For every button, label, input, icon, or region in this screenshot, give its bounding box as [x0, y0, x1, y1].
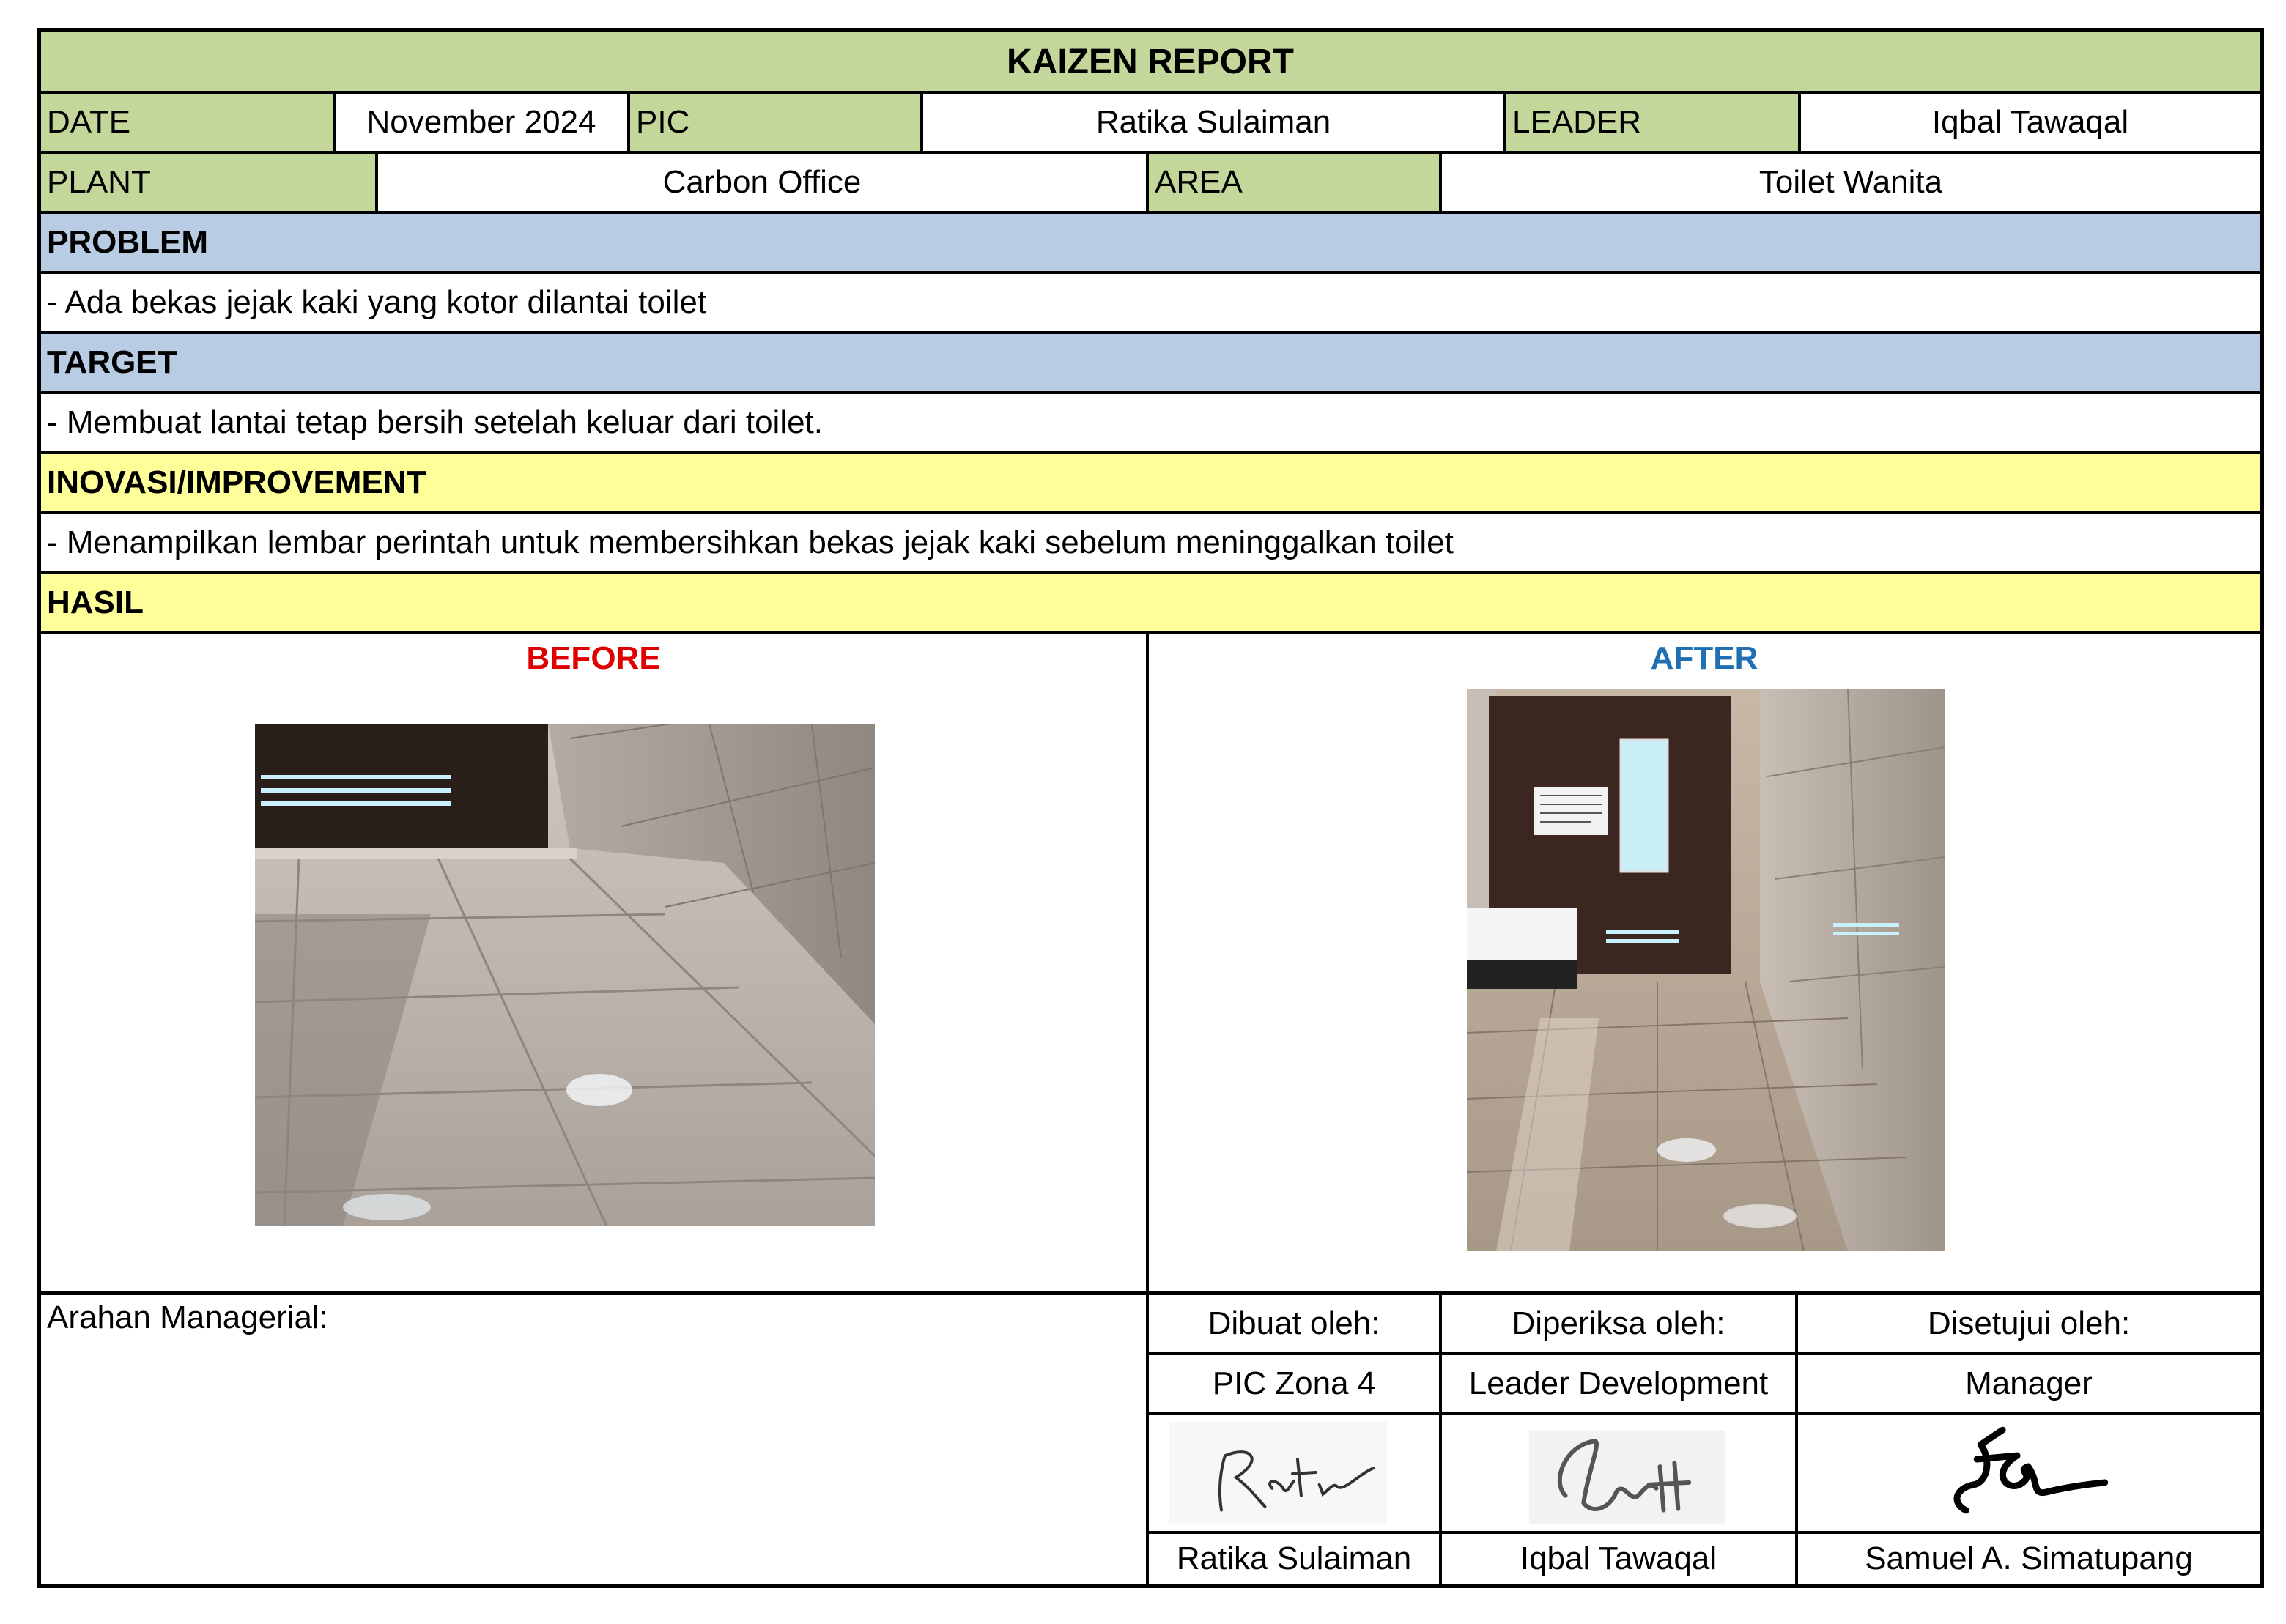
pic-label: PIC — [630, 94, 923, 151]
result-label: HASIL — [47, 585, 144, 620]
target-header — [41, 334, 2260, 394]
name-samuel: Samuel A. Simatupang — [1865, 1540, 2193, 1576]
plant-value: Carbon Office — [378, 154, 1149, 211]
role-made-by: Dibuat oleh: — [1149, 1295, 1442, 1352]
title-row — [41, 32, 2260, 94]
managerial-panel — [41, 1295, 1149, 1584]
result-header — [41, 574, 2260, 634]
managerial-label: Arahan Managerial: — [47, 1299, 329, 1335]
approval-name-row — [1149, 1534, 2260, 1584]
signature-samuel — [1798, 1415, 2260, 1531]
problem-header — [41, 214, 2260, 274]
role-checked-by: Diperiksa oleh: — [1442, 1295, 1798, 1352]
after-photo — [1467, 689, 1945, 1251]
problem-text: - Ada bekas jejak kaki yang kotor dilantai toilet — [47, 284, 707, 320]
leader-value: Iqbal Tawaqal — [1931, 104, 2129, 140]
area-value: Toilet Wanita — [1758, 164, 1943, 200]
after-panel — [1149, 634, 2260, 1291]
target-row — [41, 394, 2260, 454]
approval-role-row — [1149, 1295, 2260, 1355]
target-text: - Membuat lantai tetap bersih setelah keluar dari toilet. — [47, 404, 824, 440]
date-label: DATE — [41, 94, 336, 151]
kaizen-report-sheet — [37, 28, 2264, 1588]
innovation-header — [41, 454, 2260, 514]
target-label: TARGET — [47, 344, 177, 380]
pic-value: Ratika Sulaiman — [923, 94, 1506, 151]
date-value: November 2024 — [336, 94, 630, 151]
approval-grid — [1149, 1295, 2260, 1584]
approval-signature-row — [1149, 1415, 2260, 1534]
plant-label: PLANT — [41, 154, 378, 211]
problem-label: PROBLEM — [47, 224, 208, 260]
before-panel — [41, 634, 1149, 1291]
before-label: BEFORE — [526, 640, 661, 676]
result-images-row — [41, 634, 2260, 1295]
signature-iqbal — [1442, 1415, 1798, 1531]
name-ratika: Ratika Sulaiman — [1149, 1534, 1442, 1584]
signature-ratika — [1149, 1415, 1442, 1531]
report-title: KAIZEN REPORT — [1006, 42, 1294, 81]
name-iqbal: Iqbal Tawaqal — [1442, 1534, 1798, 1584]
role-approved-by: Disetujui oleh: — [1927, 1305, 2131, 1341]
after-label: AFTER — [1650, 640, 1758, 676]
info-row-2 — [41, 154, 2260, 214]
innovation-text: - Menampilkan lembar perintah untuk membersihkan bekas jejak kaki sebelum meninggalkan toilet — [47, 524, 1454, 560]
before-photo — [255, 724, 875, 1226]
position-manager: Manager — [1965, 1365, 2093, 1401]
info-row-1 — [41, 94, 2260, 154]
problem-row — [41, 274, 2260, 334]
innovation-row — [41, 514, 2260, 574]
innovation-label: INOVASI/IMPROVEMENT — [47, 464, 426, 500]
position-pic: PIC Zona 4 — [1149, 1355, 1442, 1412]
approval-position-row — [1149, 1355, 2260, 1415]
position-leader: Leader Development — [1442, 1355, 1798, 1412]
leader-label: LEADER — [1506, 94, 1801, 151]
area-label: AREA — [1149, 154, 1442, 211]
